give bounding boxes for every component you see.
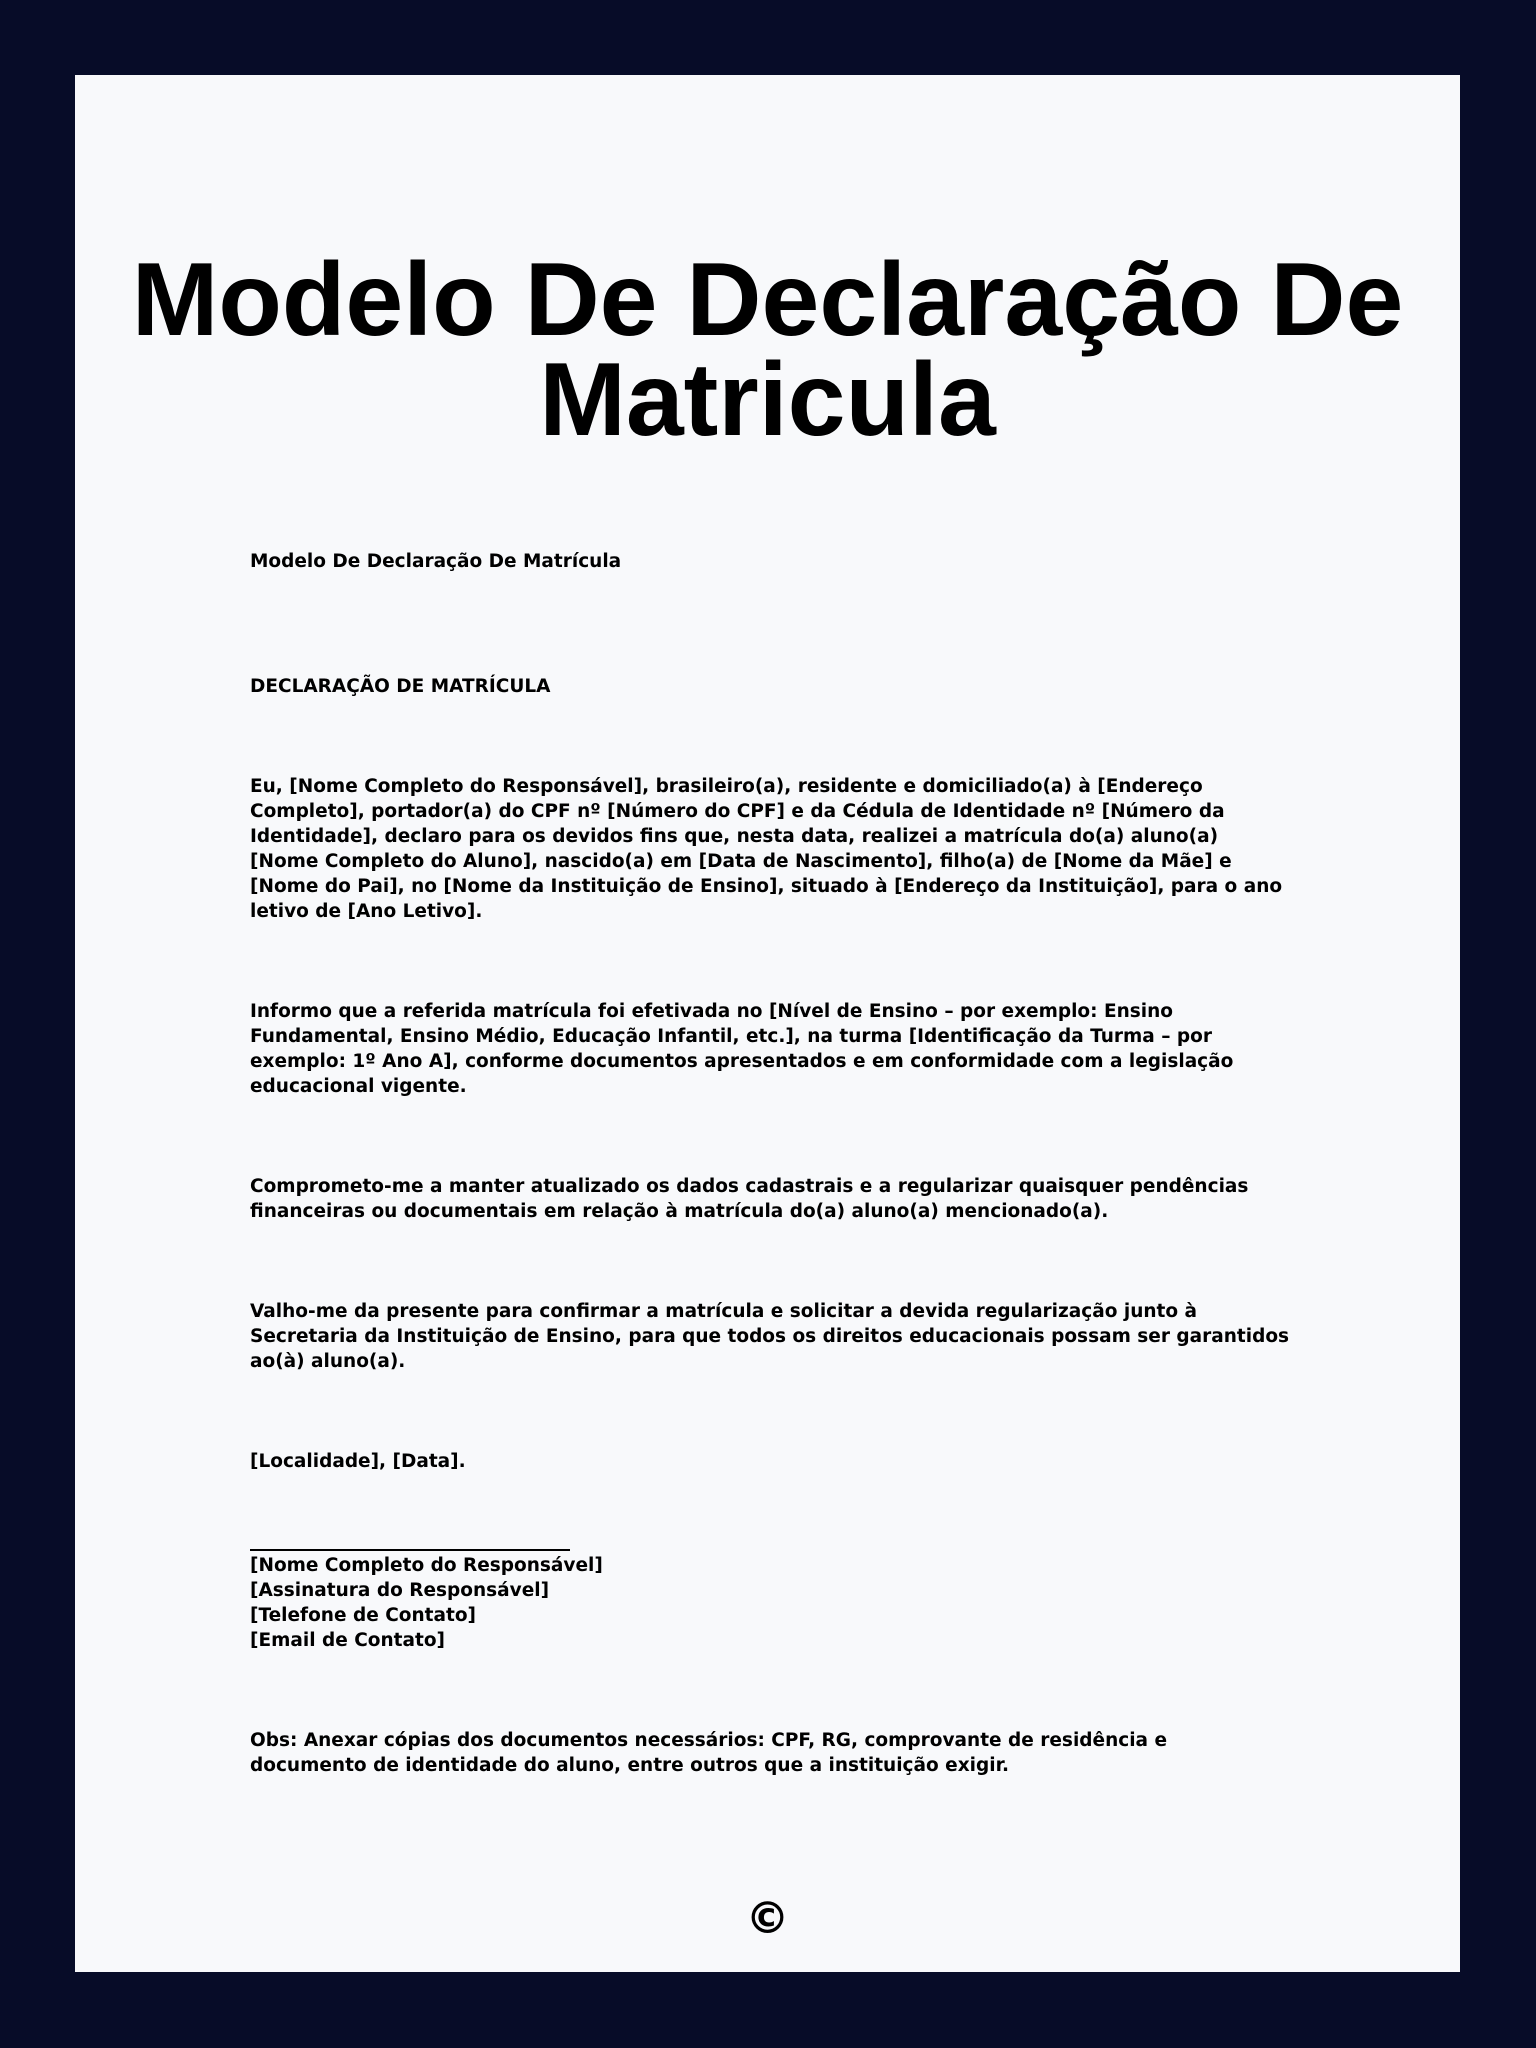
paragraph-enrollment-details: Informo que a referida matrícula foi efetivada no [Nível de Ensino – por exemplo: Ensino Fundamental, Ensino Médio, Educação Infantil, etc.], na turma [Identificação da Turma – por exemplo: 1º Ano A], conforme documentos apresentados e em conformidade com a legislação educacional vigente. (250, 1001, 1234, 1097)
paragraph-commitment: Comprometo-me a manter atualizado os dados cadastrais e a regularizar quaisquer pendências financeiras ou documentais em relação à matrícula do(a) aluno(a) mencionado(a). (250, 1176, 1249, 1222)
declaration-heading: DECLARAÇÃO DE MATRÍCULA (250, 676, 551, 697)
document-page (75, 75, 1460, 1972)
paragraph-identification: Eu, [Nome Completo do Responsável], brasileiro(a), residente e domiciliado(a) à [Endereço Completo], portador(a) do CPF nº [Número do CPF] e da Cédula de Identidade nº [Número da Identidade], declaro para os devidos fins que, nesta data, realizei a matrícula do(a) aluno(a) [Nome Completo do Aluno], nascido(a) em [Data de Nascimento], filho(a) de [Nome da Mãe] e [Nome do Pai], no [Nome da Instituição de Ensino], situado à [Endereço da Instituição], para o ano letivo de [Ano Letivo]. (250, 776, 1283, 922)
signature-sign: [Assinatura do Responsável] (250, 1580, 550, 1601)
signature-name: [Nome Completo do Responsável] (250, 1555, 603, 1576)
signature-line (250, 1549, 570, 1551)
document-subtitle: Modelo De Declaração De Matrícula (250, 551, 622, 572)
document-title: Modelo De Declaração De Matricula (131, 242, 1404, 458)
attachments-note: Obs: Anexar cópias dos documentos necessários: CPF, RG, comprovante de residência e documento de identidade do aluno, entre outros que a instituição exigir. (250, 1730, 1168, 1776)
signature-phone: [Telefone de Contato] (250, 1605, 476, 1626)
signature-email: [Email de Contato] (250, 1630, 445, 1651)
copyright-icon: © (745, 1893, 790, 1944)
place-and-date: [Localidade], [Data]. (250, 1451, 466, 1472)
signature-block (250, 1553, 1290, 1653)
document-body (250, 549, 1290, 1778)
paragraph-confirmation: Valho-me da presente para confirmar a matrícula e solicitar a devida regularização junto à Secretaria da Instituição de Ensino, para que todos os direitos educacionais possam ser garantidos ao(à) aluno(a). (250, 1301, 1290, 1372)
